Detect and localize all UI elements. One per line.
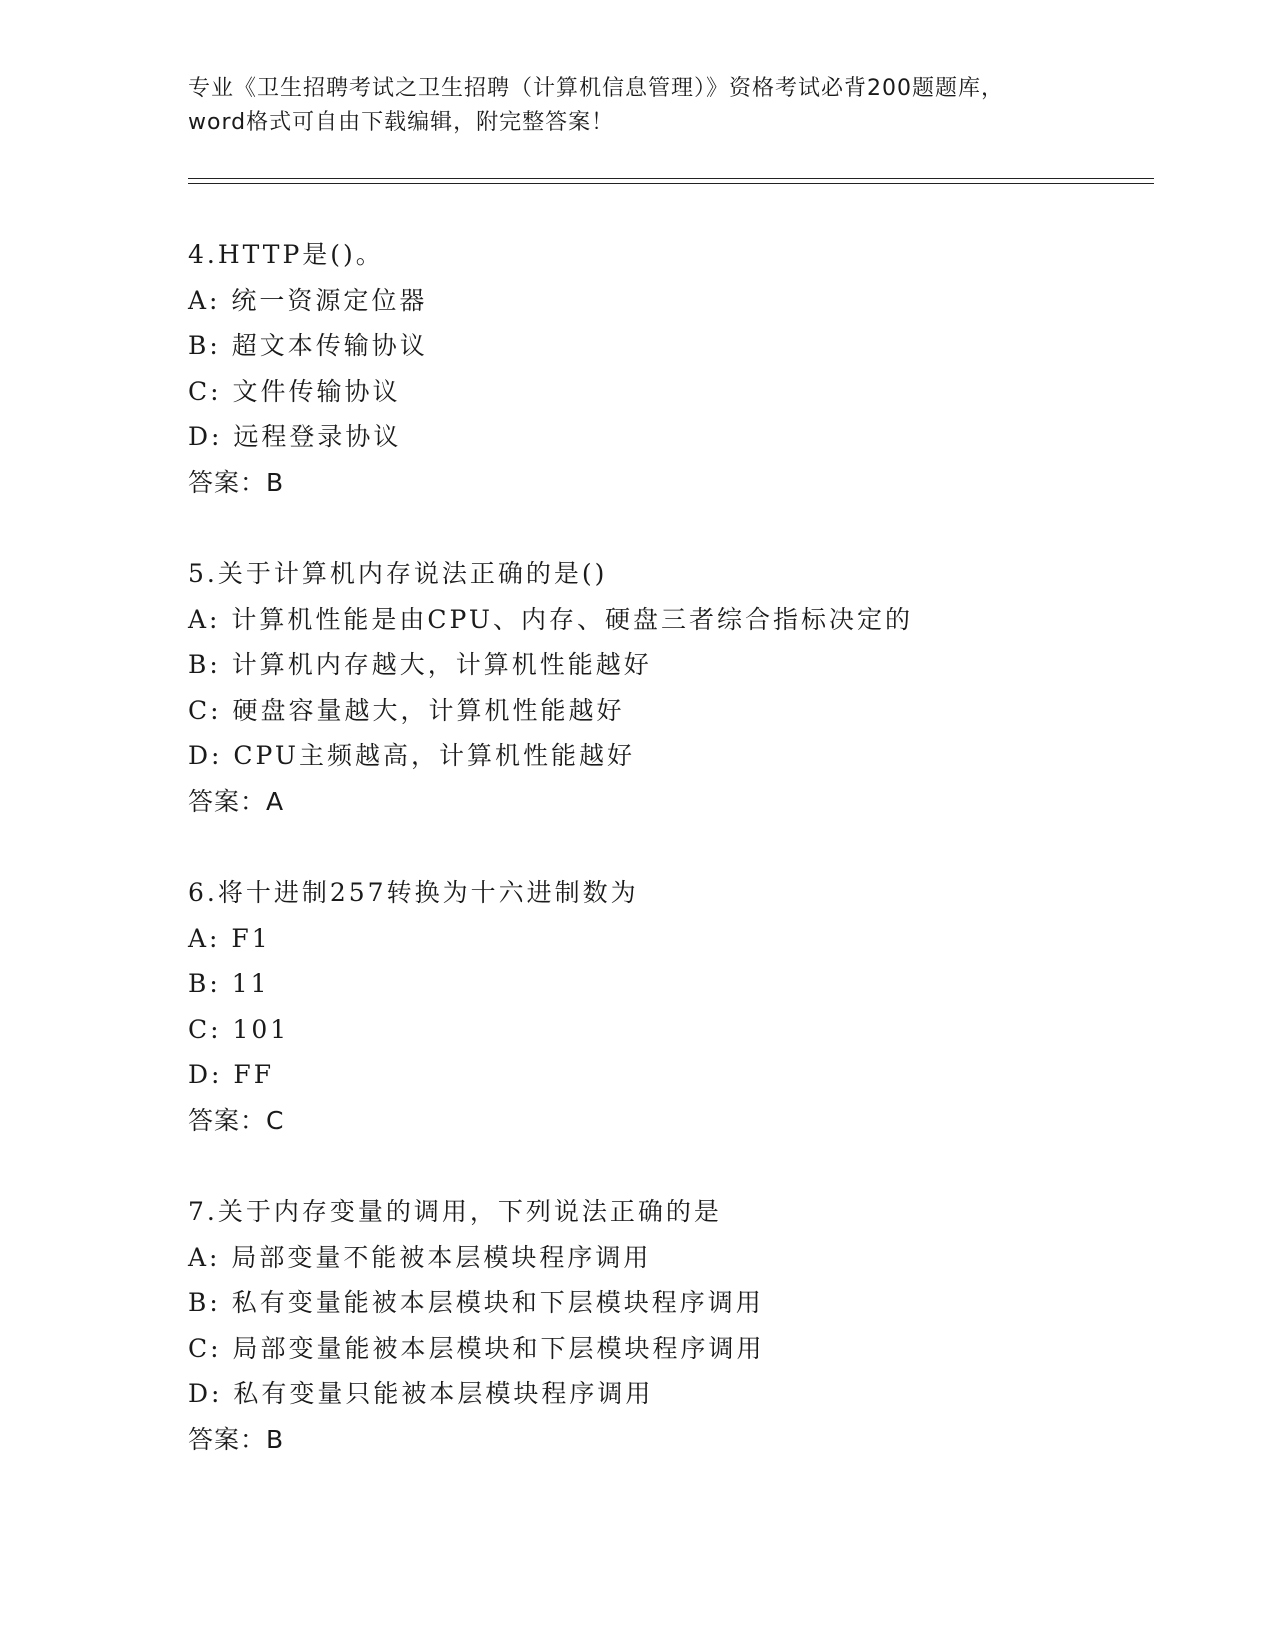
option-d: D: FF (188, 1060, 275, 1089)
option-a: A: 局部变量不能被本层模块程序调用 (188, 1242, 652, 1272)
option-b: B: 计算机内存越大，计算机性能越好 (188, 650, 652, 679)
option-c: C: 101 (188, 1014, 290, 1044)
header-divider-top (188, 178, 1154, 179)
option-b: B: 超文本传输协议 (188, 331, 428, 360)
question-stem: 6.将十进制257转换为十六进制数为 (188, 878, 639, 907)
option-c: C: 硬盘容量越大，计算机性能越好 (188, 695, 625, 725)
option-d: D: 私有变量只能被本层模块程序调用 (188, 1379, 654, 1408)
option-a: A: F1 (188, 923, 271, 953)
option-c: C: 局部变量能被本层模块和下层模块程序调用 (188, 1333, 765, 1363)
option-a: A: 计算机性能是由CPU、内存、硬盘三者综合指标决定的 (188, 604, 914, 634)
question-stem: 5.关于计算机内存说法正确的是() (188, 559, 608, 588)
answer-key: 答案：C (188, 1105, 285, 1135)
question-6 (188, 870, 1148, 1143)
option-d: D: 远程登录协议 (188, 422, 402, 451)
question-7 (188, 1189, 1148, 1462)
header-title-line-1: 专业《卫生招聘考试之卫生招聘（计算机信息管理）》资格考试必背200题题库， (188, 76, 1004, 101)
document-header (188, 72, 1088, 140)
option-b: B: 11 (188, 969, 270, 998)
answer-key: 答案：B (188, 1424, 285, 1454)
answer-key: 答案：B (188, 467, 285, 497)
question-4 (188, 232, 1148, 505)
header-title-line-2: word格式可自由下载编辑，附完整答案！ (188, 110, 615, 135)
answer-key: 答案：A (188, 786, 285, 816)
option-b: B: 私有变量能被本层模块和下层模块程序调用 (188, 1288, 764, 1317)
question-stem: 4.HTTP是()。 (188, 240, 384, 269)
question-stem: 7.关于内存变量的调用，下列说法正确的是 (188, 1197, 722, 1226)
option-a: A: 统一资源定位器 (188, 285, 428, 315)
option-c: C: 文件传输协议 (188, 376, 401, 406)
question-5 (188, 551, 1148, 824)
option-d: D: CPU主频越高，计算机性能越好 (188, 741, 635, 770)
header-divider-bottom (188, 183, 1154, 184)
